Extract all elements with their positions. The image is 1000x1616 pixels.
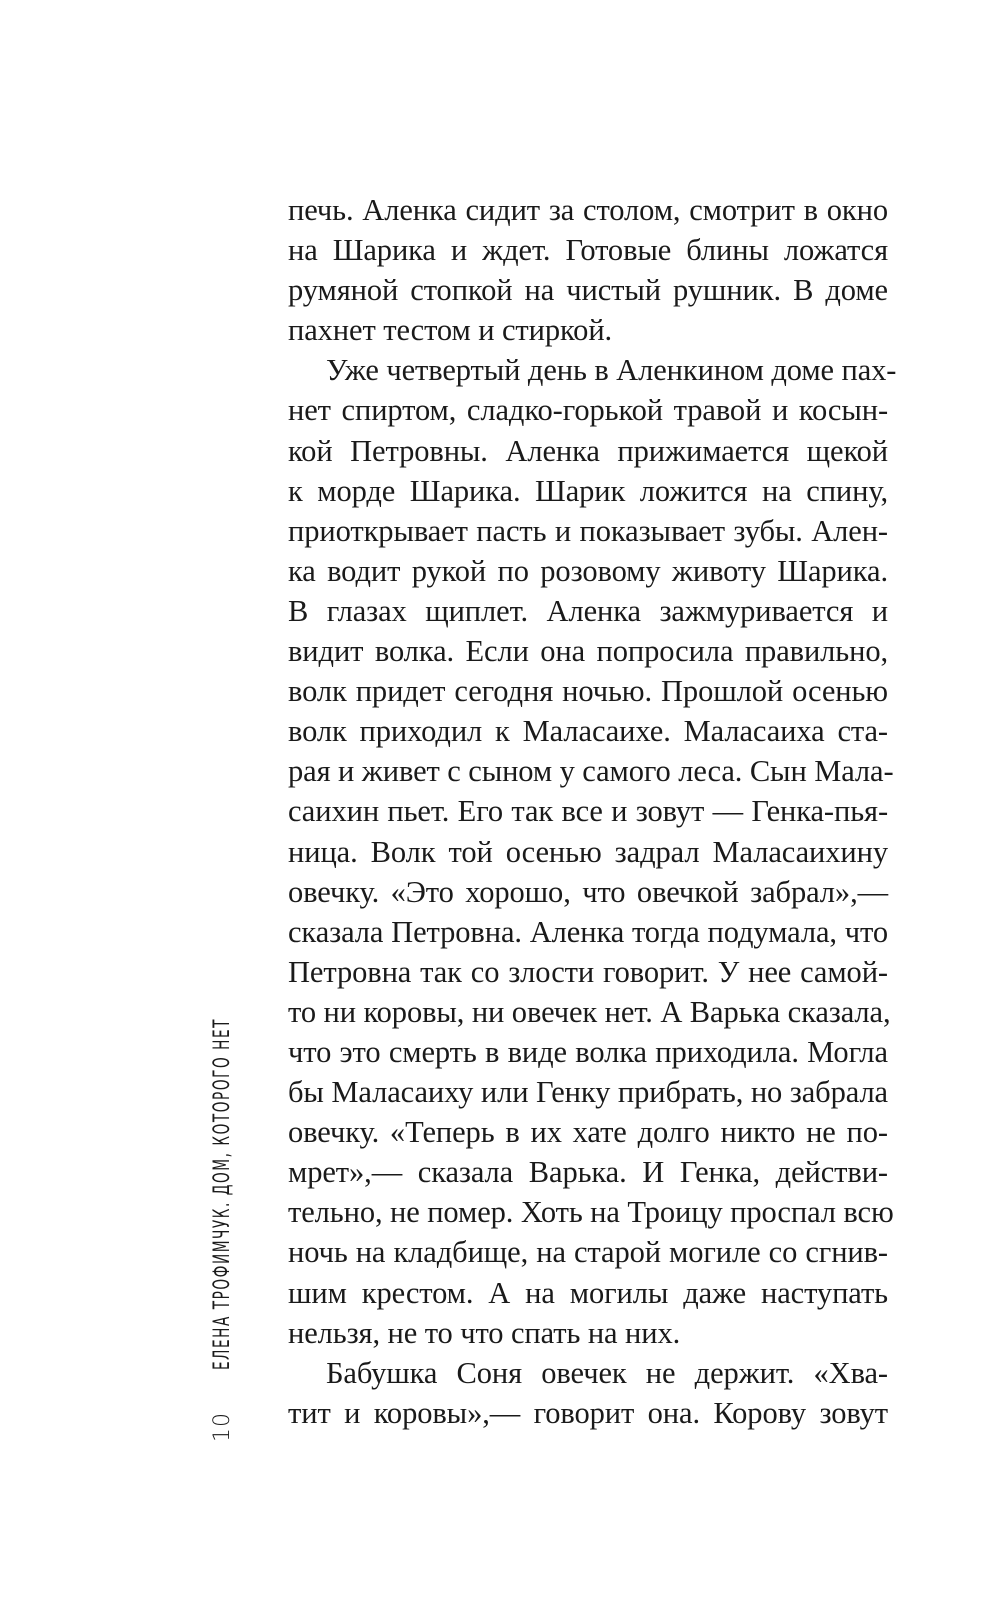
text-line: кой Петровны. Аленка прижимается щекой <box>288 433 888 468</box>
text-line: нет спиртом, сладко-горькой травой и косын- <box>288 393 888 428</box>
text-line: ка водит рукой по розовому животу Шарика. <box>288 553 888 588</box>
text-line: Уже четвертый день в Аленкином доме пах- <box>326 353 897 388</box>
text-line: бы Маласаиху или Генку прибрать, но забрала <box>288 1075 888 1110</box>
text-line: видит волка. Если она попросила правильно, <box>288 634 888 669</box>
text-line: мрет»,— сказала Варька. И Генка, действи- <box>288 1155 888 1190</box>
text-line: В глазах щиплет. Аленка зажмуривается и <box>288 593 888 628</box>
text-line: печь. Аленка сидит за столом, смотрит в окно <box>288 193 888 227</box>
text-line: овечку. «Это хорошо, что овечкой забрал»,— <box>288 874 888 909</box>
text-line: пахнет тестом и стиркой. <box>288 313 613 348</box>
text-line: сказала Петровна. Аленка тогда подумала, что <box>288 914 888 949</box>
text-line: нельзя, не то что спать на них. <box>288 1315 681 1350</box>
paragraph <box>288 190 888 350</box>
text-line: Петровна так со злости говорит. У нее самой- <box>288 954 888 989</box>
paragraph <box>288 1353 888 1433</box>
running-title: ЕЛЕНА ТРОФИМЧУК. ДОМ, КОТОРОГО НЕТ <box>209 1017 235 1370</box>
text-line: овечку. «Теперь в их хате долго никто не по- <box>288 1115 888 1150</box>
text-line: приоткрывает пасть и показывает зубы. Ален- <box>288 513 888 548</box>
page-number: 10 <box>209 1412 235 1442</box>
text-line: тельно, не помер. Хоть на Троицу проспал всю <box>288 1195 894 1230</box>
text-line: румяной стопкой на чистый рушник. В доме <box>288 273 888 308</box>
text-line: к морде Шарика. Шарик ложится на спину, <box>288 473 888 508</box>
text-line: волк придет сегодня ночью. Прошлой осенью <box>288 674 888 709</box>
text-line: рая и живет с сыном у самого леса. Сын Мала- <box>288 754 894 789</box>
running-header <box>200 862 244 1442</box>
body-text <box>288 190 897 1433</box>
text-line: что это смерть в виде волка приходила. Могла <box>288 1034 888 1069</box>
text-line: тит и коровы»,— говорит она. Корову зовут <box>288 1395 888 1430</box>
text-line: на Шарика и ждет. Готовые блины ложатся <box>288 233 888 268</box>
paragraph <box>288 350 897 1352</box>
text-line: саихин пьет. Его так все и зовут — Генка-пья- <box>288 794 888 829</box>
text-line: ница. Волк той осенью задрал Маласаихину <box>288 834 888 869</box>
text-line: Бабушка Соня овечек не держит. «Хва- <box>326 1355 888 1390</box>
text-line: волк приходил к Маласаихе. Маласаиха ста- <box>288 714 888 749</box>
text-line: ночь на кладбище, на старой могиле со сгнив- <box>288 1235 888 1270</box>
text-line: то ни коровы, ни овечек нет. А Варька сказала, <box>288 994 891 1029</box>
text-line: шим крестом. А на могилы даже наступать <box>288 1275 888 1310</box>
